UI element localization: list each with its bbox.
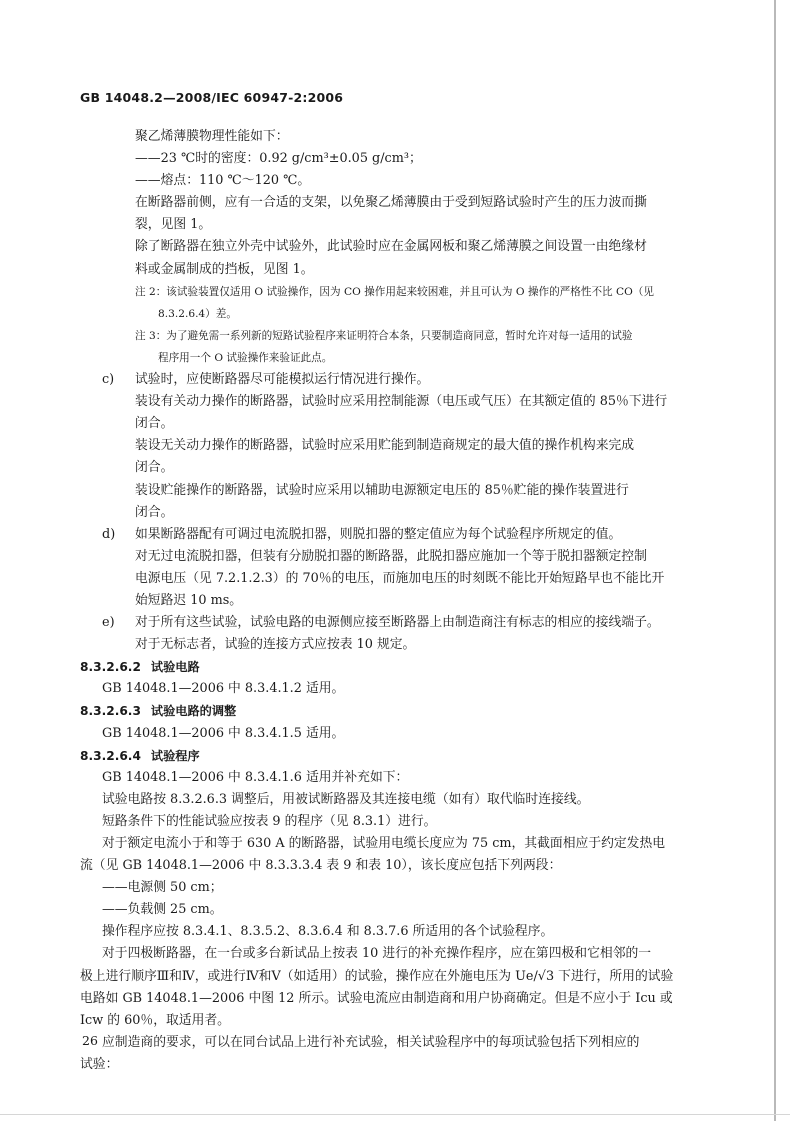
note-line: 注 2：该试验装置仅适用 O 试验操作，因为 CO 操作用起来较困难，并且可认为 O 操作的严格性不比 CO（见 (135, 285, 654, 298)
text-line: 装设贮能操作的断路器，试验时应采用以辅助电源额定电压的 85％贮能的操作装置进行 (135, 482, 629, 498)
text-line: 闭合。 (135, 504, 174, 520)
text-line: 电源电压（见 7.2.1.2.3）的 70％的电压，而施加电压的时刻既不能比开始短路早也不能比开 (135, 570, 665, 586)
text-line: 试验时，应使断路器尽可能模拟运行情况进行操作。 (135, 372, 430, 388)
text-line: 闭合。 (135, 460, 174, 476)
text-line: 除了断路器在独立外壳中试验外，此试验时应在金属网板和聚乙烯薄膜之间设置一由绝缘材 (135, 239, 647, 255)
text-line: 对于所有这些试验，试验电路的电源侧应接至断路器上由制造商注有标志的相应的接线端子。 (135, 615, 660, 631)
list-item-c (80, 369, 702, 391)
text-line: 试验： (80, 1056, 119, 1072)
note-line: 程序用一个 O 试验操作来验证此点。 (158, 351, 333, 364)
page-bottom-edge (0, 1114, 790, 1115)
text-line: 装设无关动力操作的断路器，试验时应采用贮能到制造商规定的最大值的操作机构来完成 (135, 438, 635, 454)
text-line: GB 14048.1—2006 中 8.3.4.1.6 适用并补充如下： (102, 769, 409, 785)
text-line: Icw 的 60％，取适用者。 (80, 1012, 230, 1028)
text-line: ——熔点：110 ℃～120 ℃。 (135, 173, 311, 189)
text-line: 装设有关动力操作的断路器，试验时应采用控制能源（电压或气压）在其额定值的 85％下进行 (135, 394, 668, 410)
text-line: ——电源侧 50 cm； (102, 880, 223, 896)
section-title: 试验电路的调整 (150, 704, 237, 719)
page-edge (774, 0, 776, 1121)
text-line: 如果断路器配有可调过电流脱扣器，则脱扣器的整定值应为每个试验程序所规定的值。 (135, 526, 622, 542)
text-line: 在断路器前侧，应有一合适的支架，以免聚乙烯薄膜由于受到短路试验时产生的压力波而撕 (135, 195, 647, 211)
section-title: 试验电路 (150, 660, 200, 675)
section-heading (80, 700, 702, 722)
list-item-e (80, 612, 702, 634)
note-line: 8.3.2.6.4）差。 (158, 307, 237, 320)
section-heading (80, 656, 702, 678)
list-marker: d) (102, 526, 116, 542)
section-number: 8.3.2.6.4 (80, 748, 141, 763)
text-line: 料或金属制成的挡板，见图 1。 (135, 261, 314, 277)
text-line: 极上进行顺序Ⅲ和Ⅳ，或进行Ⅳ和Ⅴ（如适用）的试验，操作应在外施电压为 Ue/√3 下进行，所用的试验 (80, 968, 674, 984)
text-line: 对无过电流脱扣器，但装有分励脱扣器的断路器，此脱扣器应施加一个等于脱扣器额定控制 (135, 548, 647, 564)
section-title: 试验程序 (150, 748, 200, 763)
page-number: 26 (82, 1033, 98, 1048)
text-line: 应制造商的要求，可以在同台试品上进行补充试验，相关试验程序中的每项试验包括下列相应的 (102, 1034, 640, 1050)
section-number: 8.3.2.6.2 (80, 660, 141, 675)
text-line: 聚乙烯薄膜物理性能如下： (135, 129, 289, 144)
text-line: 闭合。 (135, 416, 174, 432)
text-line: 对于无标志者，试验的连接方式应按表 10 规定。 (135, 637, 416, 653)
text-line: 试验电路按 8.3.2.6.3 调整后，用被试断路器及其连接电缆（如有）取代临时连接线。 (102, 791, 590, 807)
text-line: 电路如 GB 14048.1—2006 中图 12 所示。试验电流应由制造商和用户协商确定。但是不应小于 Icu 或 (80, 990, 673, 1006)
text-line: 短路条件下的性能试验应按表 9 的程序（见 8.3.1）进行。 (102, 813, 437, 829)
standard-header: GB 14048.2—2008/IEC 60947-2:2006 (80, 90, 344, 105)
text-line: 流（见 GB 14048.1—2006 中 8.3.3.3.4 表 9 和表 10），该长度应包括下列两段： (80, 858, 562, 874)
note-line: 注 3：为了避免需一系列新的短路试验程序来证明符合本条，只要制造商同意，暂时允许对每一适用的试验 (135, 329, 633, 342)
text-line: GB 14048.1—2006 中 8.3.4.1.5 适用。 (102, 725, 345, 741)
text-line: 对于额定电流小于和等于 630 A 的断路器，试验用电缆长度应为 75 cm，其截面相应于约定发热电 (102, 836, 666, 851)
text-line: 始短路迟 10 ms。 (135, 592, 243, 608)
list-marker: e) (102, 615, 115, 631)
text-line: GB 14048.1—2006 中 8.3.4.1.2 适用。 (102, 681, 345, 697)
section-number: 8.3.2.6.3 (80, 704, 141, 719)
list-marker: c) (102, 372, 115, 388)
text-line: 裂，见图 1。 (135, 217, 212, 233)
list-item-d (80, 524, 702, 546)
document-body (80, 126, 702, 1076)
text-line: ——负载侧 25 cm。 (102, 902, 223, 918)
text-line: 对于四极断路器，在一台或多台新试品上按表 10 进行的补充操作程序，应在第四极和它相邻的一 (102, 946, 652, 962)
text-line: ——23 ℃时的密度：0.92 g/cm³±0.05 g/cm³； (135, 151, 422, 167)
text-line: 操作程序应按 8.3.4.1、8.3.5.2、8.3.6.4 和 8.3.7.6 所适用的各个试验程序。 (102, 924, 554, 940)
section-heading (80, 745, 702, 767)
